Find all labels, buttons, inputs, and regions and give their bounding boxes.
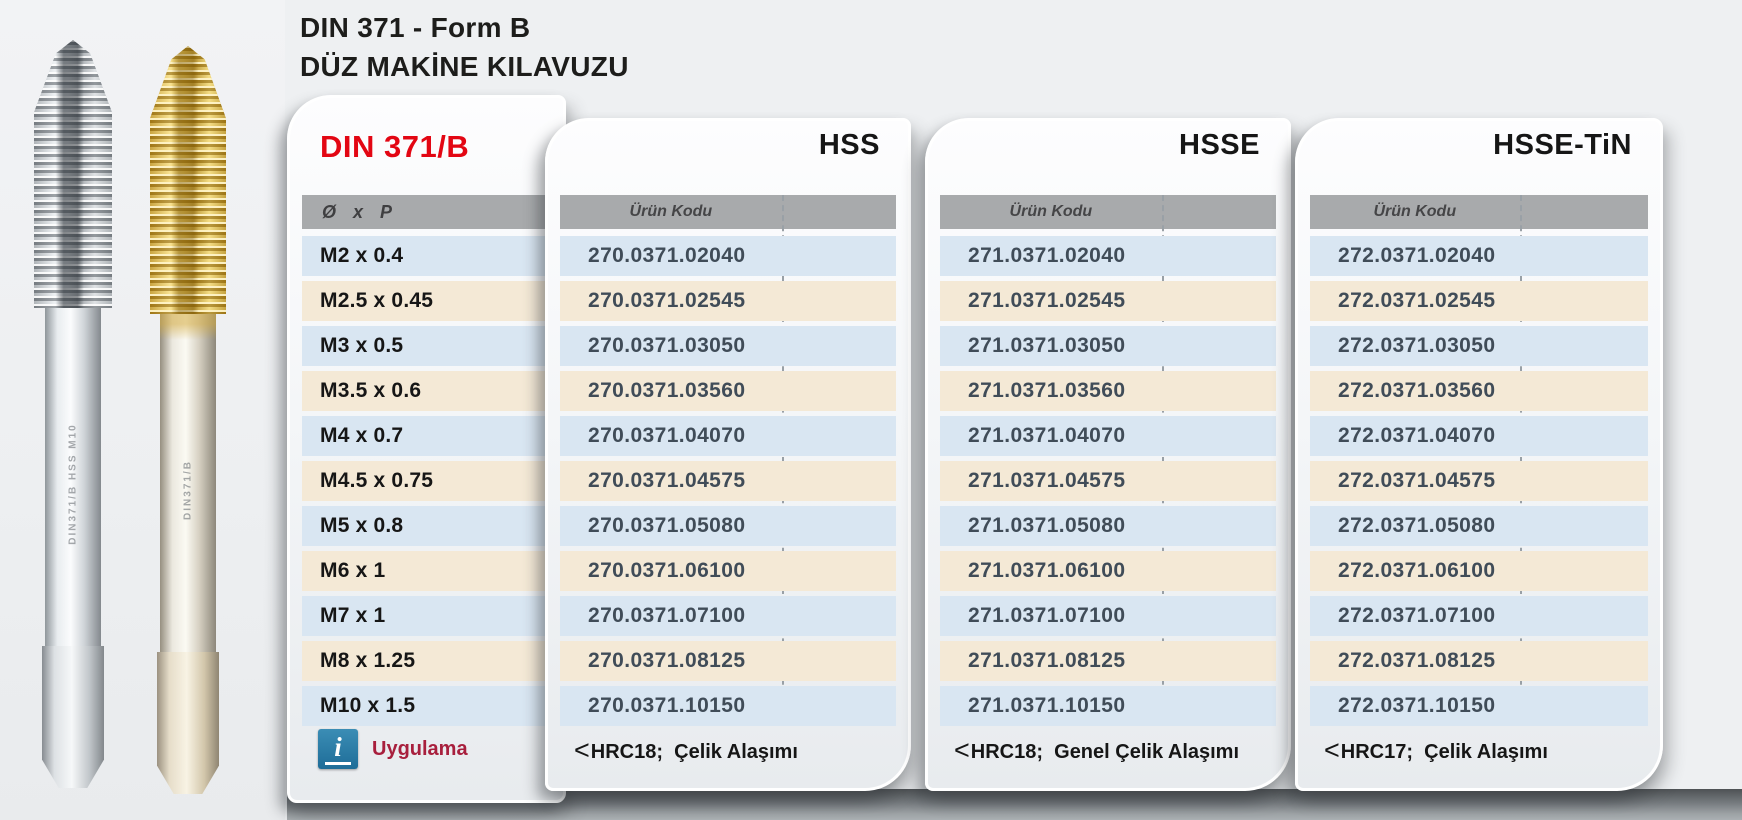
table-row — [560, 281, 896, 321]
product-code: 271.0371.02545 — [968, 289, 1126, 312]
table-row — [1310, 686, 1648, 726]
table-row — [1310, 596, 1648, 636]
tap-threads — [150, 46, 226, 314]
table-row — [1310, 371, 1648, 411]
title-line-2: DÜZ MAKİNE KILAVUZU — [300, 51, 629, 82]
product-code: 271.0371.10150 — [968, 694, 1126, 717]
tap-square-drive — [42, 646, 104, 788]
product-code: 270.0371.07100 — [588, 604, 746, 627]
product-code: 271.0371.02040 — [968, 244, 1126, 267]
table-row — [940, 416, 1276, 456]
product-code: 271.0371.04070 — [968, 424, 1126, 447]
page-title — [300, 8, 629, 86]
tap-square-drive — [157, 652, 219, 794]
code-rows — [1310, 236, 1648, 731]
hss-card — [545, 118, 911, 791]
product-code: 271.0371.03560 — [968, 379, 1126, 402]
table-row — [302, 281, 551, 321]
product-code: 271.0371.03050 — [968, 334, 1126, 357]
product-code: 272.0371.07100 — [1338, 604, 1496, 627]
tap-shank — [45, 308, 101, 646]
table-row — [940, 506, 1276, 546]
tap-threads — [34, 40, 112, 308]
table-row — [302, 326, 551, 366]
product-code: 271.0371.06100 — [968, 559, 1126, 582]
table-row — [940, 236, 1276, 276]
product-code: 272.0371.05080 — [1338, 514, 1496, 537]
table-row — [560, 371, 896, 411]
table-row — [560, 641, 896, 681]
code-header: Ürün Kodu — [629, 203, 713, 220]
product-code: 271.0371.04575 — [968, 469, 1126, 492]
table-row — [1310, 236, 1648, 276]
product-code: 270.0371.05080 — [588, 514, 746, 537]
hss-tap-photo — [34, 40, 112, 788]
catalog-cards — [287, 95, 1667, 805]
code-rows — [560, 236, 896, 731]
material-note-row — [940, 722, 1276, 776]
product-code: 270.0371.03050 — [588, 334, 746, 357]
table-row — [940, 281, 1276, 321]
product-code: 270.0371.02040 — [588, 244, 746, 267]
hsse-card — [925, 118, 1291, 791]
material-note-row — [1310, 722, 1648, 776]
code-header-bar — [560, 195, 896, 229]
table-row — [940, 641, 1276, 681]
material-note-row — [560, 722, 896, 776]
product-code: 272.0371.04070 — [1338, 424, 1496, 447]
product-code: 270.0371.04070 — [588, 424, 746, 447]
product-code: 272.0371.03050 — [1338, 334, 1496, 357]
size-value: M7 x 1 — [320, 604, 386, 627]
table-row — [302, 371, 551, 411]
hsse-tin-card-title: HSSE-TiN — [1493, 129, 1632, 161]
tap-shank — [160, 314, 216, 652]
code-header-bar — [1310, 195, 1648, 229]
product-code: 272.0371.08125 — [1338, 649, 1496, 672]
table-row — [302, 686, 551, 726]
din-standard-label: DIN 371/B — [320, 129, 470, 164]
size-value: M10 x 1.5 — [320, 694, 416, 717]
product-code: 271.0371.08125 — [968, 649, 1126, 672]
product-code: 270.0371.02545 — [588, 289, 746, 312]
table-row — [1310, 551, 1648, 591]
product-code: 272.0371.03560 — [1338, 379, 1496, 402]
application-label[interactable]: Uygulama — [372, 737, 468, 760]
hss-card-title: HSS — [818, 129, 880, 161]
table-row — [1310, 461, 1648, 501]
product-code: 272.0371.10150 — [1338, 694, 1496, 717]
size-rows — [302, 236, 551, 731]
table-row — [560, 686, 896, 726]
hsse-tin-card — [1295, 118, 1663, 791]
table-row — [560, 236, 896, 276]
product-code: 270.0371.08125 — [588, 649, 746, 672]
table-row — [940, 371, 1276, 411]
table-row — [1310, 416, 1648, 456]
table-row — [302, 596, 551, 636]
table-row — [1310, 281, 1648, 321]
table-row — [302, 506, 551, 546]
code-header: Ürün Kodu — [1373, 203, 1457, 220]
material-note: <HRC18; Genel Çelik Alaşımı — [954, 734, 1240, 765]
table-row — [560, 326, 896, 366]
tap-marking: DIN371/B — [182, 459, 194, 520]
tap-marking: DIN371/B HSS M10 — [67, 423, 79, 545]
table-row — [560, 416, 896, 456]
table-row — [940, 461, 1276, 501]
product-code: 272.0371.02545 — [1338, 289, 1496, 312]
info-icon[interactable]: i — [318, 729, 358, 769]
size-value: M2 x 0.4 — [320, 244, 404, 267]
table-row — [560, 461, 896, 501]
tin-tap-photo — [150, 46, 226, 794]
size-value: M3.5 x 0.6 — [320, 379, 422, 402]
size-value: M4 x 0.7 — [320, 424, 404, 447]
material-note: <HRC17; Çelik Alaşımı — [1324, 734, 1548, 765]
size-value: M6 x 1 — [320, 559, 386, 582]
size-value: M2.5 x 0.45 — [320, 289, 434, 312]
product-code: 271.0371.07100 — [968, 604, 1126, 627]
table-row — [302, 236, 551, 276]
product-code: 270.0371.03560 — [588, 379, 746, 402]
title-line-1: DIN 371 - Form B — [300, 12, 531, 43]
table-row — [1310, 641, 1648, 681]
code-header: Ürün Kodu — [1009, 203, 1093, 220]
product-photo — [0, 0, 285, 820]
table-row — [302, 641, 551, 681]
table-row — [302, 551, 551, 591]
product-code: 270.0371.10150 — [588, 694, 746, 717]
material-note: <HRC18; Çelik Alaşımı — [574, 734, 798, 765]
table-row — [1310, 326, 1648, 366]
table-row — [940, 551, 1276, 591]
size-value: M4.5 x 0.75 — [320, 469, 434, 492]
hsse-card-title: HSSE — [1179, 129, 1260, 161]
table-row — [560, 596, 896, 636]
product-code: 270.0371.06100 — [588, 559, 746, 582]
table-row — [302, 416, 551, 456]
product-code: 270.0371.04575 — [588, 469, 746, 492]
product-code: 272.0371.04575 — [1338, 469, 1496, 492]
table-row — [940, 686, 1276, 726]
code-header-bar — [940, 195, 1276, 229]
product-code: 271.0371.05080 — [968, 514, 1126, 537]
product-code: 272.0371.02040 — [1338, 244, 1496, 267]
application-row — [302, 722, 551, 776]
table-row — [1310, 506, 1648, 546]
size-header-bar — [302, 195, 551, 229]
din-size-card — [287, 95, 566, 803]
table-row — [940, 596, 1276, 636]
size-value: M5 x 0.8 — [320, 514, 404, 537]
size-header: Ø x P — [322, 201, 393, 222]
table-row — [560, 506, 896, 546]
table-row — [940, 326, 1276, 366]
table-row — [560, 551, 896, 591]
size-value: M8 x 1.25 — [320, 649, 416, 672]
size-value: M3 x 0.5 — [320, 334, 404, 357]
code-rows — [940, 236, 1276, 731]
product-code: 272.0371.06100 — [1338, 559, 1496, 582]
table-row — [302, 461, 551, 501]
